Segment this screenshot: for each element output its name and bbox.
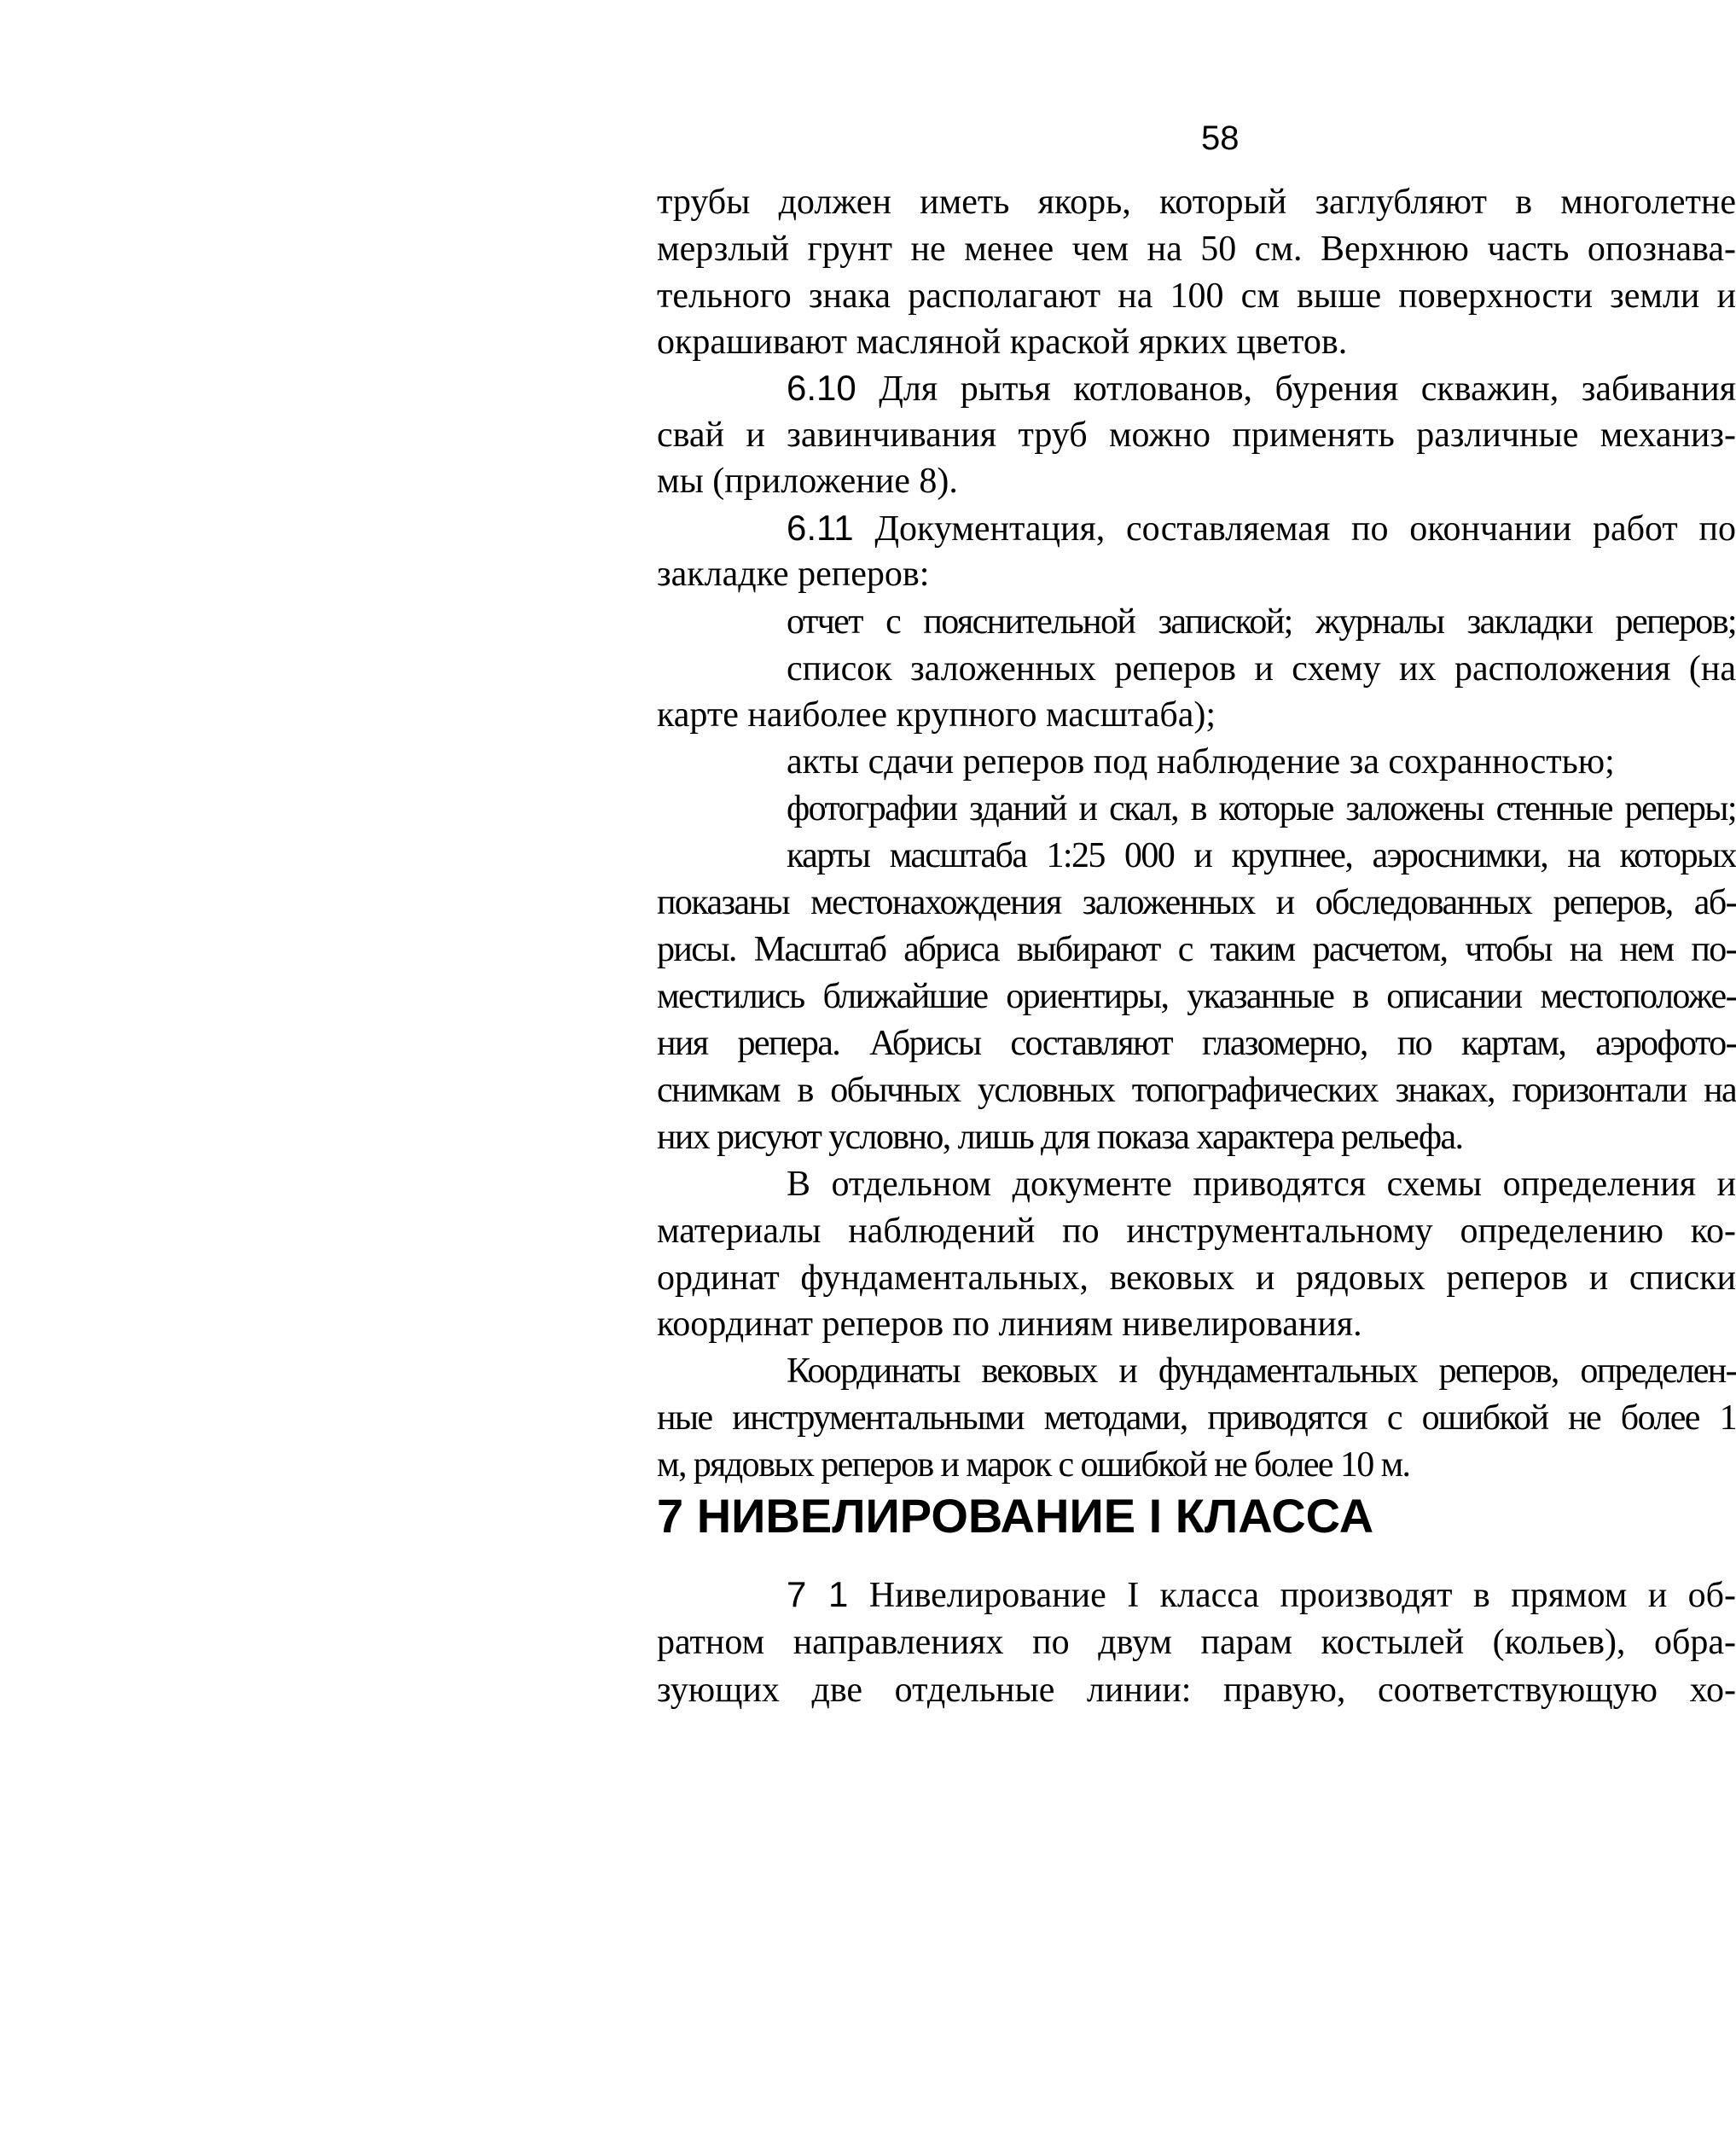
text-line: материалы наблюдений по инструментальному определению ко- bbox=[657, 1212, 1736, 1251]
paragraph-7-1-first-line: 7 1 Нивелирование I класса производят в прямом и об- bbox=[787, 1574, 1736, 1615]
section-heading: 7 НИВЕЛИРОВАНИЕ I КЛАССА bbox=[657, 1489, 1374, 1543]
paragraph-6-11-first-line: 6.11 Документация, составляемая по окончании работ по bbox=[787, 508, 1736, 549]
text-line: ординат фундаментальных, вековых и рядовых реперов и списки bbox=[657, 1258, 1736, 1298]
paragraph-separate-document: В отдельном документе приводятся схемы определения и bbox=[787, 1165, 1736, 1204]
list-item-photos: фотографии зданий и скал, в которые заложены стенные реперы; bbox=[787, 789, 1736, 828]
text-line: местились ближайшие ориентиры, указанные в описании местоположе- bbox=[657, 977, 1736, 1016]
text-line: ния репера. Абрисы составляют глазомерно, по картам, аэрофото- bbox=[657, 1024, 1736, 1063]
text-line: показаны местонахождения заложенных и обследованных реперов, аб- bbox=[657, 883, 1736, 922]
text-line: координат реперов по линиям нивелирования. bbox=[657, 1305, 1362, 1344]
text-line: карте наиболее крупного масштаба); bbox=[657, 695, 1216, 735]
paragraph-6-10-first-line: 6.10 Для рытья котлованов, бурения скважин, забивания bbox=[787, 368, 1736, 409]
text-line: снимкам в обычных условных топографических знаках, горизонтали на bbox=[657, 1071, 1736, 1110]
text-line: ные инструментальными методами, приводятся с ошибкой не более 1 bbox=[657, 1398, 1736, 1438]
text-line: них рисуют условно, лишь для показа характера рельефа. bbox=[657, 1118, 1463, 1157]
text-line: ратном направлениях по двум парам костылей (кольев), обра- bbox=[657, 1623, 1736, 1662]
list-item-maps: карты масштаба 1:25 000 и крупнее, аэроснимки, на которых bbox=[787, 836, 1736, 875]
text-line: м, рядовых реперов и марок с ошибкой не более 10 м. bbox=[657, 1445, 1410, 1485]
text-line: окрашивают масляной краской ярких цветов. bbox=[657, 323, 1348, 362]
text-line: рисы. Масштаб абриса выбирают с таким расчетом, чтобы на нем по- bbox=[657, 930, 1736, 969]
list-item-acts: акты сдачи реперов под наблюдение за сохранностью; bbox=[787, 742, 1615, 782]
text-line: зующих две отдельные линии: правую, соответствующую хо- bbox=[657, 1671, 1736, 1710]
paragraph-number: 6.10 bbox=[787, 368, 856, 408]
list-item-report: отчет с пояснительной запиской; журналы закладки реперов; bbox=[787, 602, 1736, 642]
list-item-benchmark-list: список заложенных реперов и схему их расположения (на bbox=[787, 649, 1736, 689]
page-number: 58 bbox=[1201, 119, 1240, 157]
text-line: свай и завинчивания труб можно применять различные механиз- bbox=[657, 416, 1736, 455]
text-line: трубы должен иметь якорь, который заглубляют в многолетне bbox=[657, 183, 1736, 222]
text-line: мы (приложение 8). bbox=[657, 462, 958, 501]
paragraph-number: 6.11 bbox=[787, 508, 854, 548]
text-line: тельного знака располагают на 100 см выше поверхности земли и bbox=[657, 276, 1736, 316]
paragraph-coordinates: Координаты вековых и фундаментальных реперов, определен- bbox=[787, 1351, 1736, 1391]
paragraph-number: 7 1 bbox=[787, 1574, 849, 1614]
text-line: мерзлый грунт не менее чем на 50 см. Верхнюю часть опознава- bbox=[657, 230, 1736, 269]
text-line: закладке реперов: bbox=[657, 555, 930, 594]
